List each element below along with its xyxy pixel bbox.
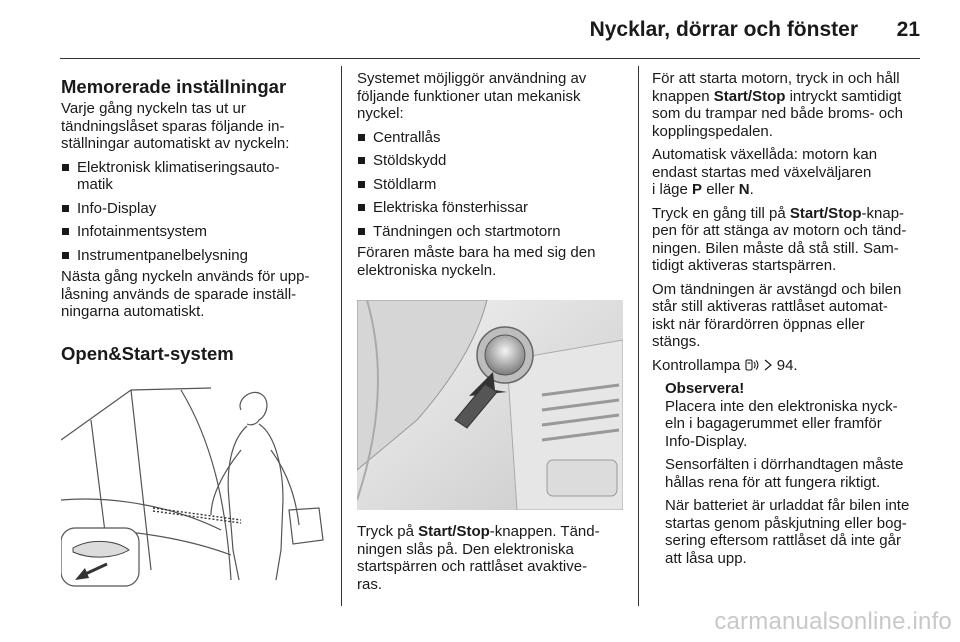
- column-3: [652, 70, 922, 573]
- text-line: Föraren måste bara ha med sig den: [357, 244, 596, 261]
- after-paragraph: [61, 268, 329, 321]
- start-stop-label: Start/Stop: [713, 87, 786, 105]
- list-item: [61, 247, 329, 265]
- text-line: i läge: [652, 181, 693, 198]
- text-line: endast startas med växelväljaren: [652, 163, 872, 181]
- paragraph-stop-engine: [652, 205, 922, 275]
- text-line: eln i bagagerummet eller framför: [665, 415, 882, 432]
- column-divider-2: [638, 66, 639, 606]
- start-stop-illustration: [357, 300, 623, 510]
- text-line: pen för att stänga av motorn och tänd-: [652, 222, 907, 239]
- start-stop-label: Start/Stop: [789, 204, 862, 222]
- paragraph-start-engine: [652, 70, 922, 140]
- list-item: Elektriska fönsterhissar: [357, 199, 627, 217]
- list-item: [61, 200, 329, 218]
- list-item: Stöldskydd: [357, 152, 627, 170]
- page-header: [60, 14, 920, 54]
- text-line: Placera inte den elektroniska nyck-: [665, 397, 898, 415]
- gear-n-label: N: [738, 181, 750, 198]
- text-line: Nästa gång nyckeln används för upp-: [61, 268, 310, 285]
- column-2-caption: [357, 523, 627, 599]
- heading-open-start: Open&Start-system: [61, 342, 234, 364]
- caption-paragraph: [357, 523, 627, 593]
- column-1: [61, 76, 329, 367]
- intro-paragraph: [61, 100, 329, 153]
- door-handle-image: [61, 380, 329, 588]
- text-line: Tryck en gång till på: [652, 204, 790, 222]
- text-line: .: [749, 181, 754, 198]
- start-stop-label: Start/Stop: [418, 523, 490, 540]
- text-line: eller: [702, 181, 739, 198]
- start-stop-image: [357, 300, 623, 510]
- text-line: För att starta motorn, tryck in och håll: [652, 70, 900, 87]
- text-line: Sensorfälten i dörrhandtagen måste: [665, 456, 904, 473]
- text-line: stängs.: [652, 333, 701, 350]
- paragraph-control-lamp: [652, 357, 922, 375]
- note-paragraph: [665, 497, 922, 567]
- key-signal-icon: [745, 358, 761, 371]
- note-paragraph: [665, 398, 922, 451]
- text-line: startspärren och rattlåset avaktive-: [357, 558, 588, 575]
- page-number: 21: [896, 18, 920, 41]
- list-item: [61, 223, 329, 241]
- watermark: carmanualsonline.info: [714, 608, 952, 635]
- list-item: Tändningen och startmotorn: [357, 223, 627, 241]
- list-item: Centrallås: [357, 129, 627, 147]
- text-line: -knap-: [861, 204, 905, 222]
- text-line: Kontrollampa: [652, 356, 745, 374]
- text-line: Varje gång nyckeln tas ut ur: [61, 100, 246, 117]
- text-line: står still aktiveras rattlåset automat-: [652, 298, 888, 315]
- note-paragraph: [665, 456, 922, 491]
- page-reference-arrow-icon: [763, 359, 773, 371]
- functions-list: [357, 129, 627, 241]
- column-divider-1: [341, 66, 342, 606]
- note-title: Observera!: [665, 380, 745, 397]
- text-line: Infotainmentsystem: [77, 223, 208, 240]
- text-line: När batteriet är urladdat får bilen inte: [665, 497, 910, 514]
- note-box: [652, 380, 922, 567]
- paragraph-automatic: [652, 146, 922, 199]
- text-line: hållas rena för att fungera riktigt.: [665, 473, 881, 491]
- text-line: Systemet möjliggör användning av: [357, 70, 587, 87]
- list-item: [61, 159, 329, 194]
- list-item: Stöldlarm: [357, 176, 627, 194]
- text-line: att låsa upp.: [665, 549, 747, 567]
- text-line: låsning används de sparade inställ-: [61, 285, 297, 303]
- text-line: Info-Display: [77, 199, 157, 217]
- paragraph-steering-lock: [652, 281, 922, 351]
- intro-paragraph: [357, 70, 627, 123]
- text-line: matik: [77, 176, 113, 193]
- text-line: Instrumentpanelbelysning: [77, 246, 248, 264]
- header-rule: [60, 58, 920, 59]
- text-line: ningen. Bilen måste då stå still. Sam-: [652, 239, 899, 257]
- text-line: intryckt samtidigt: [785, 87, 902, 105]
- text-line: ningen slås på. Den elektroniska: [357, 540, 574, 558]
- text-line: sering eftersom rattlåset då inte går: [665, 532, 901, 549]
- text-line: Automatisk växellåda: motorn kan: [652, 146, 878, 163]
- text-line: startas genom påskjutning eller bog-: [665, 514, 907, 532]
- text-line: iskt när förardörren öppnas eller: [652, 315, 865, 333]
- text-line: Om tändningen är avstängd och bilen: [652, 280, 902, 298]
- text-line: tändningslåset sparas följande in-: [61, 117, 285, 135]
- text-line: elektroniska nyckeln.: [357, 261, 497, 279]
- heading-memorerade: Memorerade inställningar: [61, 76, 287, 97]
- text-line: Elektronisk klimatiseringsauto-: [77, 158, 280, 176]
- chapter-title: Nycklar, dörrar och fönster: [589, 18, 858, 41]
- text-line: tidigt aktiveras startspärren.: [652, 257, 837, 274]
- text-line: nyckel:: [357, 105, 404, 122]
- text-line: följande funktioner utan mekanisk: [357, 87, 581, 105]
- text-line: kopplingspedalen.: [652, 122, 773, 140]
- text-line: -knappen. Tänd-: [489, 523, 600, 540]
- settings-list: [61, 159, 329, 265]
- column-2: [357, 70, 627, 285]
- text-line: Tryck på: [357, 523, 419, 540]
- gear-p-label: P: [692, 181, 703, 198]
- text-line: ras.: [357, 575, 383, 593]
- after-paragraph: [357, 244, 627, 279]
- text-line: Info-Display.: [665, 432, 748, 450]
- text-line: knappen: [652, 87, 714, 105]
- page-reference: 94.: [772, 356, 798, 374]
- text-line: ningarna automatiskt.: [61, 303, 205, 320]
- text-line: ställningar automatiskt av nyckeln:: [61, 135, 290, 152]
- text-line: som du trampar ned både broms- och: [652, 105, 903, 122]
- door-handle-illustration: [61, 380, 329, 588]
